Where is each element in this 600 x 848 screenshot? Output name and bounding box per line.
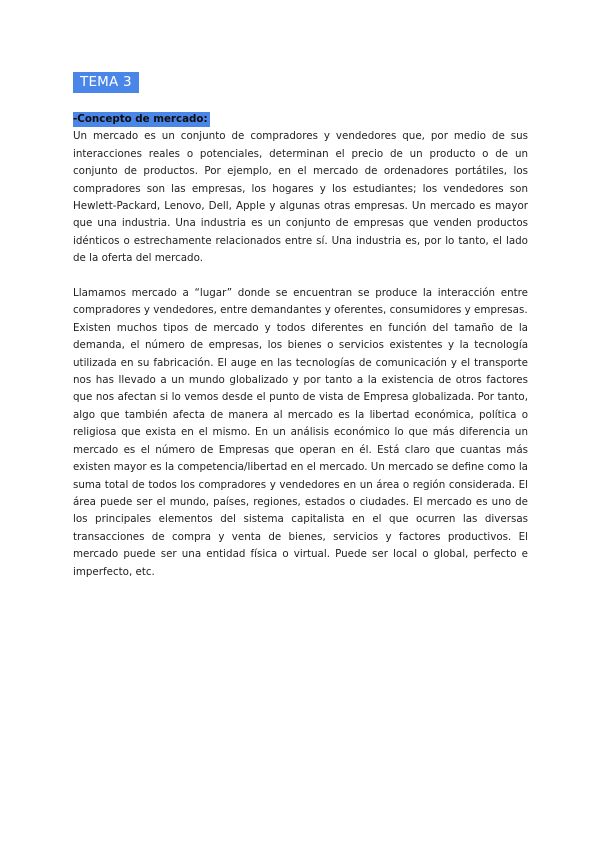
document-body xyxy=(73,111,528,581)
topic-label: TEMA 3 xyxy=(73,72,139,93)
paragraph-tipos-mercado: Existen muchos tipos de mercado y todos diferentes en función del tamaño de la demanda, el número de empresas, los bienes o servicios existentes y la tecnología utilizada en su fabricación. El auge en las tecnologías de comunicación y el transporte nos has llevado a un mundo globalizado y por tanto a la existencia de otros factores que nos afectan si lo vemos desde el punto de vista de Empresa globalizada. Por tanto, algo que también afecta de manera al mercado es la libertad económica, política o religiosa que exista en el mismo. En un análisis económico lo que más diferencia un mercado es el número de Empresas que operan en él. Está claro que cuantas más existen mayor es la competencia/libertad en el mercado. Un mercado se define como la suma total de todos los compradores y vendedores en un área o región considerada. El área puede ser el mundo, países, regiones, estados o ciudades. El mercado es uno de los principales elementos del sistema capitalista en el que ocurren las diversas transacciones de compra y venta de bienes, servicios y factores productivos. El mercado puede ser una entidad física o virtual. Puede ser local o global, perfecto e imperfecto, etc. xyxy=(73,321,528,578)
paragraph-spacer xyxy=(73,268,528,285)
section-heading: -Concepto de mercado: xyxy=(73,113,208,125)
paragraph-definition: Un mercado es un conjunto de compradores y vendedores que, por medio de sus interacciones reales o potenciales, determinan el precio de un producto o de un conjunto de productos. Por ejemplo, en el mercado de ordenadores portátiles, los compradores son las empresas, los hogares y los estudiantes; los vendedores son Hewlett-Packard, Lenovo, Dell, Apple y algunas otras empresas. Un mercado es mayor que una industria. Una industria es un conjunto de empresas que venden productos idénticos o estrechamente relacionados entre sí. Una industria es, por lo tanto, el lado de la oferta del mercado. xyxy=(73,130,528,265)
paragraph-lugar: Llamamos mercado a “lugar” donde se encuentran se produce la interacción entre compradores y vendedores, entre demandantes y oferentes, consumidores y empresas. xyxy=(73,287,528,317)
